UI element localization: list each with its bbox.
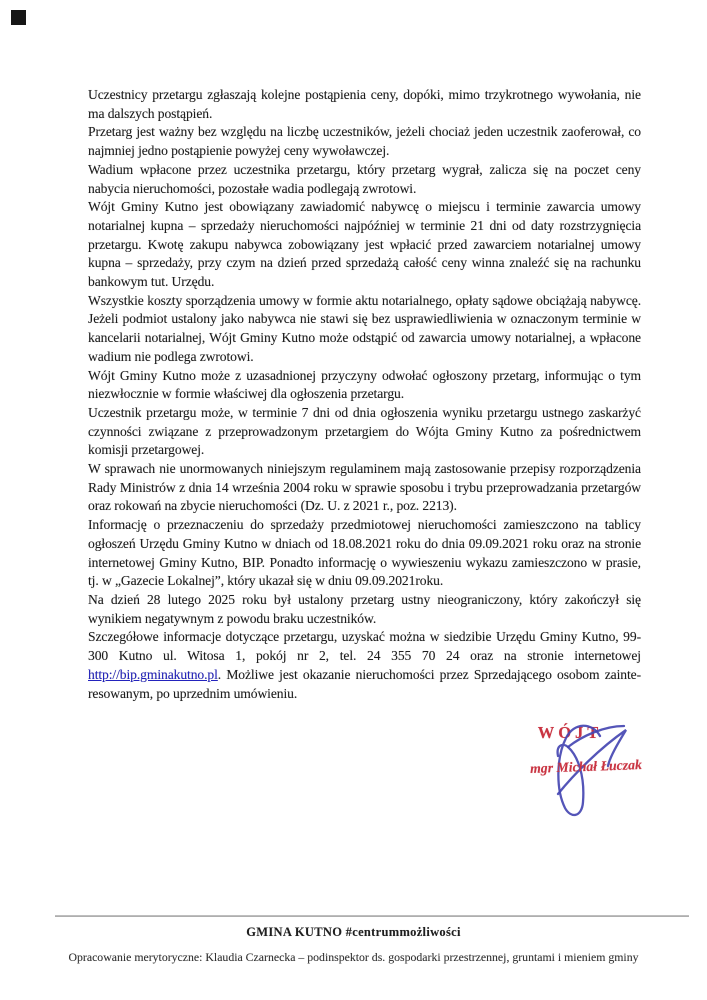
closing-text-before-link: Szczegółowe informacje dotyczące przetargu, uzyskać można w siedzibie Urzędu Gminy Kutno, 99-300 Kutno ul. Witosa 1, pokój nr 2, tel. 24 355 70 24 oraz na stronie internetowej — [88, 629, 641, 664]
body-paragraph: W sprawach nie unormowanych niniejszym regulaminem mają zastosowanie przepisy rozporządzenia Rady Ministrów z dnia 14 września 2004 roku w sprawie sposobu i trybu przeprowadzania przetargów oraz rokowań na zbycie nieruchomości (Dz. U. z 2021 r., poz. 2213). — [88, 461, 641, 514]
footer-credit: Opracowanie merytoryczne: Klaudia Czarnecka – podinspektor ds. gospodarki przestrzennej, gruntami i mieniem gminy — [68, 950, 639, 964]
footer-divider — [55, 915, 689, 917]
body-paragraph: Informację o przeznaczeniu do sprzedaży przedmiotowej nieruchomości zamieszczono na tablicy ogłoszeń Urzędu Gminy Kutno w dniach od 18.08.2021 roku do dnia 09.09.2021 roku oraz na stronie internetowej Gminy Kutno, BIP. Ponadto informację o wywieszeniu wykazu zamieszczono w prasie, tj. w „Gazecie Lokalnej”, który ukazał się w dniu 09.09.2021roku. — [88, 517, 641, 589]
stamp-title-wojt: WÓJT — [537, 723, 603, 742]
body-paragraph: Uczestnik przetargu może, w terminie 7 dni od dnia ogłoszenia wyniku przetargu ustnego zaskarżyć czynności związane z przeprowadzonym przetargiem do Wójta Gminy Kutno za pośrednictwem komisji przetargowej. — [88, 404, 641, 458]
body-paragraph: Wójt Gminy Kutno jest obowiązany zawiadomić nabywcę o miejscu i terminie zawarcia umowy notarialnej kupna – sprzedaży nieruchomości najpóźniej w terminie 21 dni od daty rozstrzygnięcia przetargu. Kwotę zakupu nabywca zobowiązany jest wpłacić przed zawarciem notarialnej umowy kupna – sprzedaży, przy czym na dzień przed sprzedażą całość ceny winna znaleźć się na rachunku bankowym tut. Urzędu. — [88, 199, 641, 290]
body-paragraph: Przetarg jest ważny bez względu na liczbę uczestników, jeżeli chociaż jeden uczestnik zaoferował, co najmniej jedno postąpienie powyżej ceny wywoławczej. — [88, 124, 641, 159]
body-paragraph-closing — [88, 628, 641, 703]
body-paragraph: Wszystkie koszty sporządzenia umowy w formie aktu notarialnego, opłaty sądowe obciążają nabywcę. Jeżeli podmiot ustalony jako nabywca nie stawi się bez usprawiedliwienia w oznaczonym terminie w kancelarii notarialnej, Wójt Gminy Kutno może odstąpić od zawarcia umowy notarialnej, a wpłacone wadium nie podlega zwrotowi. — [88, 292, 641, 364]
body-paragraph: Wadium wpłacone przez uczestnika przetargu, który przetarg wygrał, zalicza się na poczet ceny nabycia nieruchomości, pozostałe wadia podlegają zwrotowi. — [88, 161, 641, 196]
stamp-signatory-name: mgr Michał Łuczak — [529, 757, 643, 776]
closing-text-after-link: . Możliwe jest okazanie nieruchomości przez Sprzedającego osobom zainte-resowanym, po uprzednim umówieniu. — [88, 666, 641, 701]
body-paragraph: Uczestnicy przetargu zgłaszają kolejne postąpienia ceny, dopóki, mimo trzykrotnego wywołania, nie ma dalszych postąpień. — [88, 87, 641, 121]
body-paragraph: Wójt Gminy Kutno może z uzasadnionej przyczyny odwołać ogłoszony przetarg, informując o tym niezwłocznie w formie właściwej dla ogłoszenia przetargu. — [88, 367, 641, 402]
signature-block — [480, 715, 660, 830]
document-body — [88, 86, 641, 703]
footer-brand: GMINA KUTNO #centrummożliwości — [246, 925, 461, 939]
scan-artifact-mark — [11, 10, 26, 25]
bip-link[interactable]: http://bip.gminakutno.pl — [88, 666, 218, 682]
body-paragraph: Na dzień 28 lutego 2025 roku był ustalony przetarg ustny nieograniczony, który zakończył się wynikiem negatywnym z powodu braku uczestników. — [88, 591, 641, 626]
